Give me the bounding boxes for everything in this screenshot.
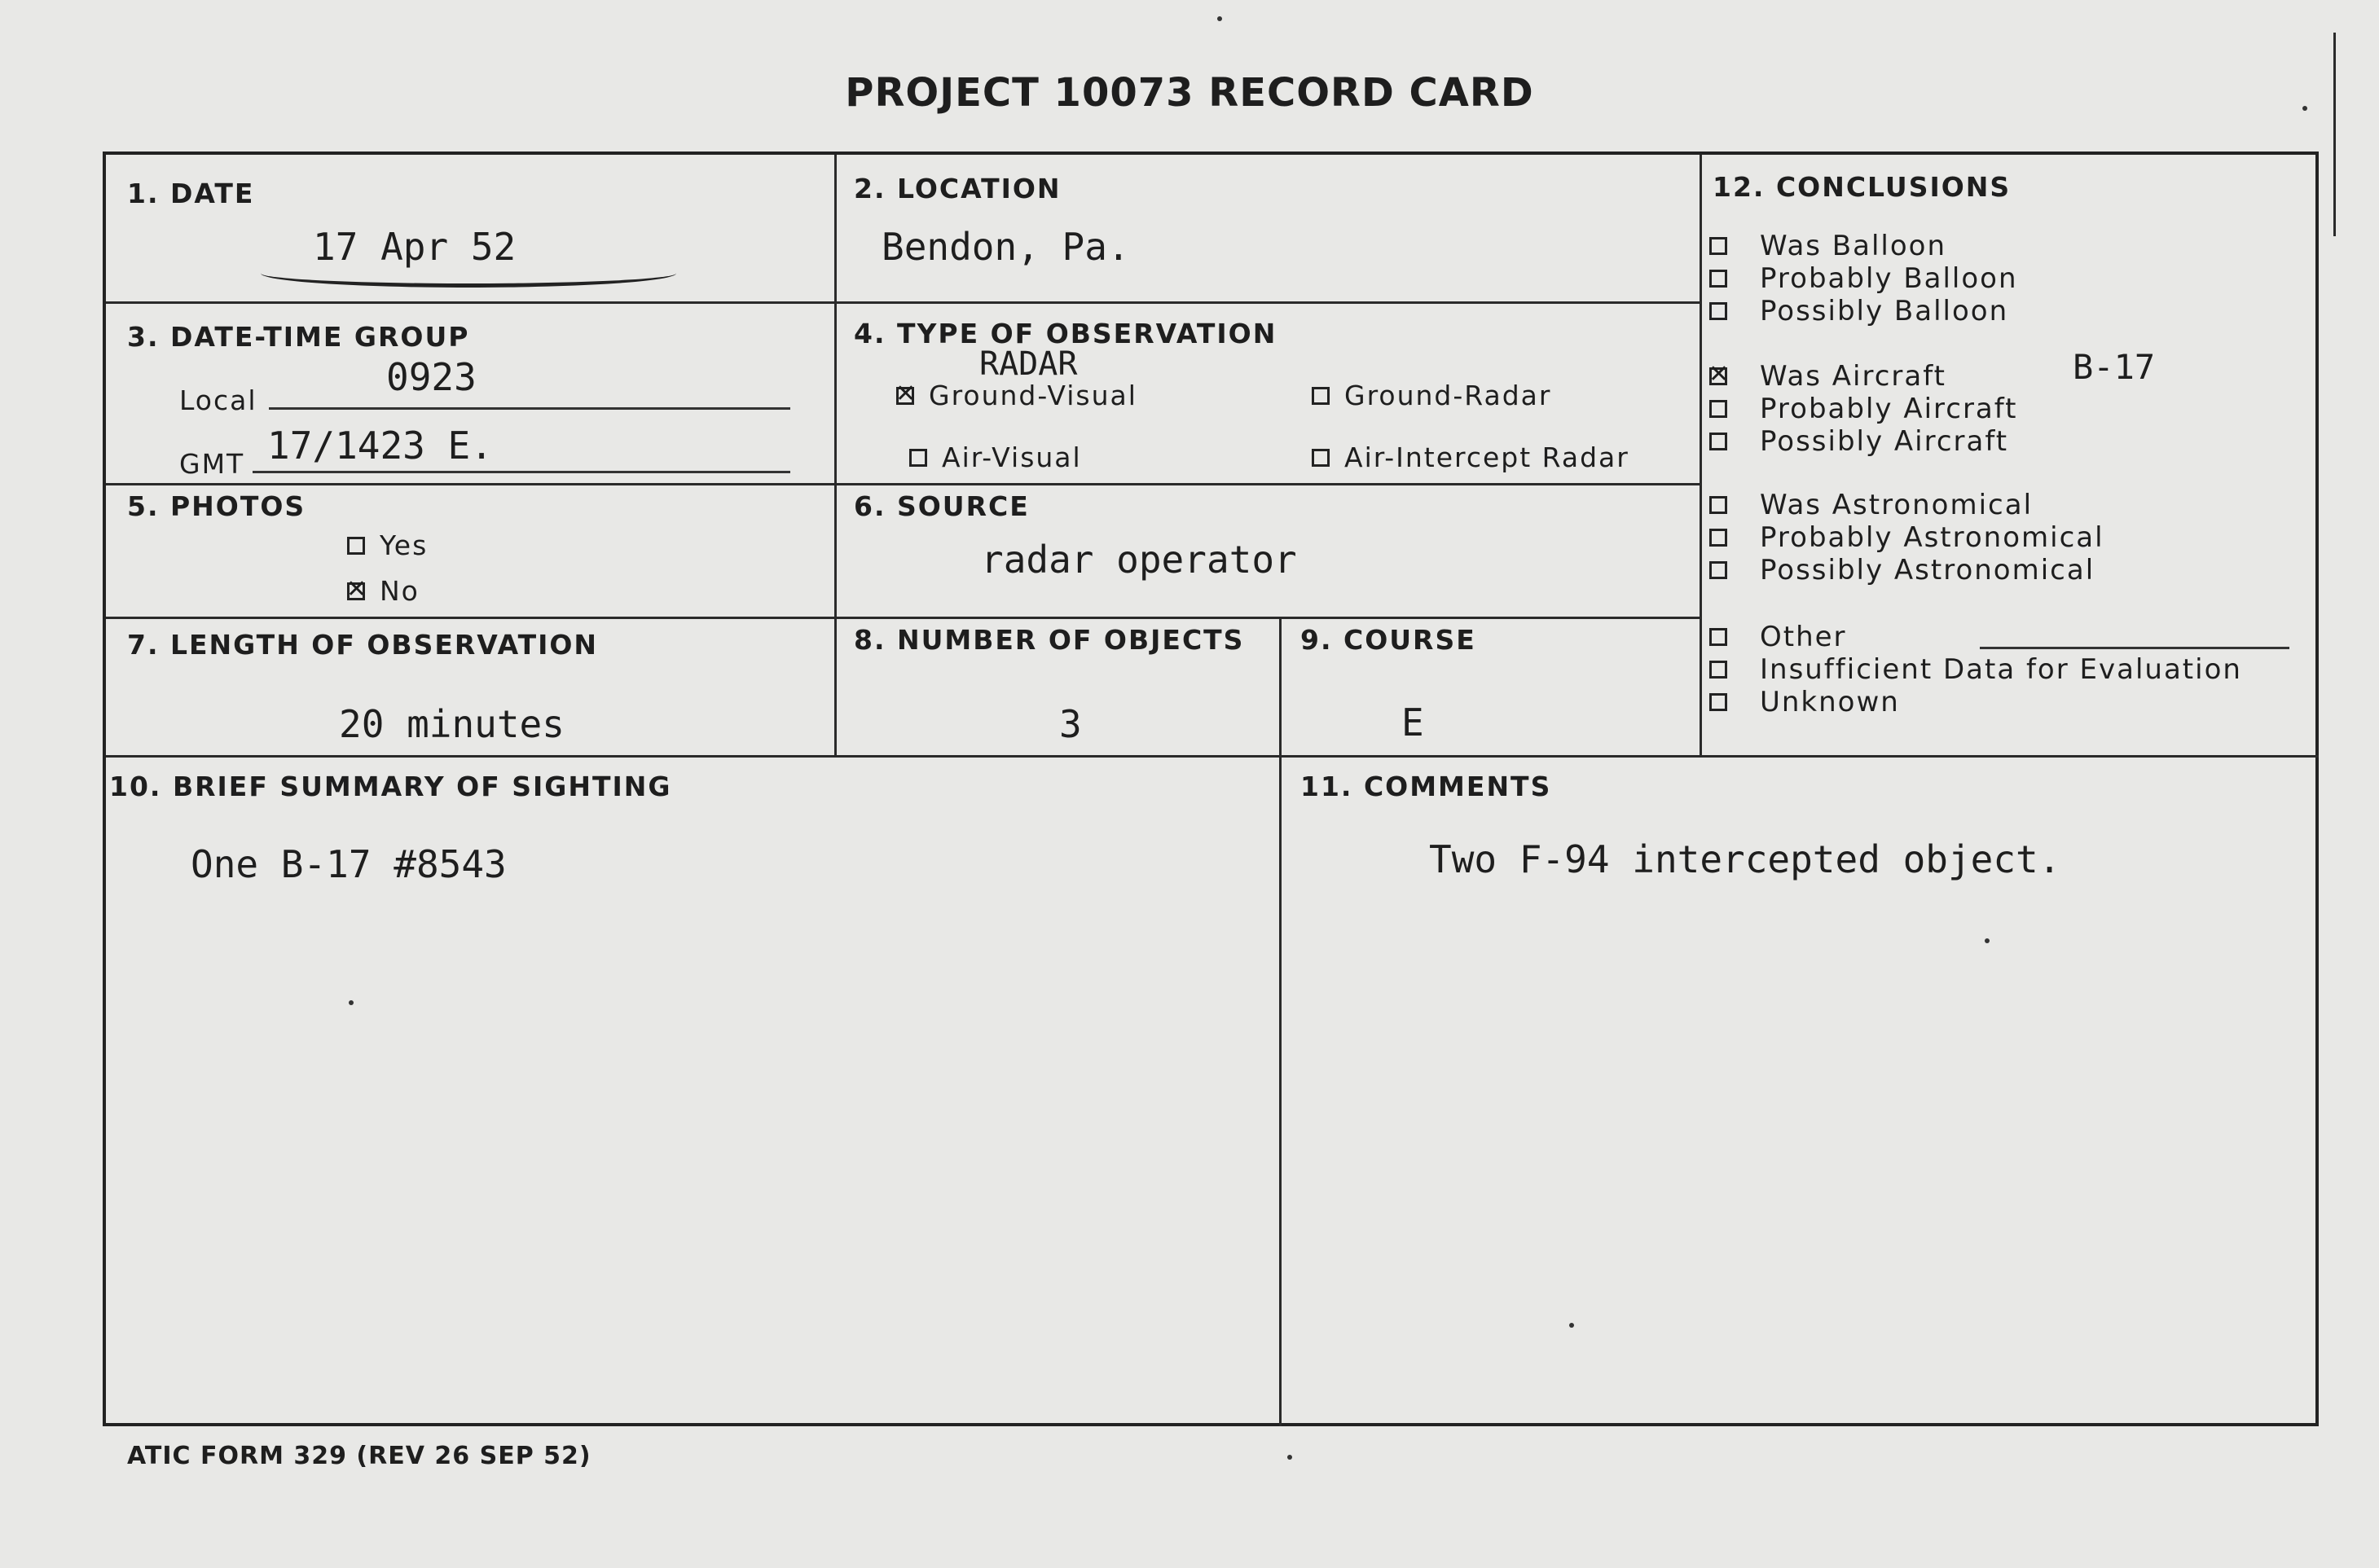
location-value: Bendon, Pa. <box>882 225 1130 269</box>
source-value: radar operator <box>981 538 1297 582</box>
conclusion-label: Probably Aircraft <box>1760 393 2018 425</box>
location-label: 2. LOCATION <box>854 173 1062 204</box>
photos-no-label: No <box>380 575 420 607</box>
checkbox-air-visual <box>909 449 927 467</box>
comments-value: Two F-94 intercepted object. <box>1429 837 2061 881</box>
summary-label: 10. BRIEF SUMMARY OF SIGHTING <box>109 771 672 802</box>
scan-edge-mark <box>2333 33 2336 236</box>
conclusion-label: Was Balloon <box>1760 230 1947 262</box>
option-air-intercept-radar <box>1312 441 1629 473</box>
conclusion-probably-aircraft <box>1709 393 2017 425</box>
conclusion-label: Insufficient Data for Evaluation <box>1760 653 2242 686</box>
conclusion-possibly-aircraft <box>1709 425 2008 458</box>
record-card <box>103 152 2319 1426</box>
conclusion-probably-astronomical <box>1709 521 2104 554</box>
scan-speck <box>1217 16 1222 21</box>
objects-label: 8. NUMBER OF OBJECTS <box>854 624 1245 656</box>
scan-speck <box>349 1000 354 1005</box>
length-label: 7. LENGTH OF OBSERVATION <box>127 629 599 661</box>
divider <box>106 483 1701 485</box>
divider <box>1700 155 1702 755</box>
conclusion-label: Other <box>1760 621 1847 653</box>
local-label: Local <box>179 384 257 416</box>
divider <box>106 301 1701 304</box>
checkbox-ground-visual <box>896 387 914 405</box>
photos-no <box>347 575 420 607</box>
divider <box>1279 617 1282 1426</box>
checkbox-was-astronomical <box>1709 496 1727 514</box>
conclusion-label: Possibly Astronomical <box>1760 554 2095 586</box>
scan-speck <box>1569 1323 1574 1328</box>
summary-value: One B-17 #8543 <box>191 842 507 886</box>
checkbox-insufficient-data <box>1709 661 1727 679</box>
comments-label: 11. COMMENTS <box>1300 771 1552 802</box>
divider <box>106 755 2319 758</box>
gmt-label: GMT <box>179 448 245 480</box>
local-line <box>269 407 790 410</box>
gmt-line <box>253 471 790 473</box>
form-footer: ATIC FORM 329 (REV 26 SEP 52) <box>127 1442 591 1470</box>
divider <box>834 155 837 755</box>
checkbox-probably-aircraft <box>1709 400 1727 418</box>
conclusion-insufficient-data <box>1709 653 2242 686</box>
other-line <box>1980 647 2289 649</box>
local-time-value: 0923 <box>386 355 477 399</box>
photos-yes-label: Yes <box>380 529 429 561</box>
conclusion-was-astronomical <box>1709 489 2033 521</box>
conclusion-label: Possibly Balloon <box>1760 295 2009 327</box>
conclusion-label: Probably Astronomical <box>1760 521 2104 554</box>
date-value: 17 Apr 52 <box>313 225 517 269</box>
date-underline <box>261 259 676 288</box>
scan-speck <box>1985 938 1990 943</box>
photos-yes <box>347 529 428 561</box>
checkbox-possibly-aircraft <box>1709 433 1727 450</box>
checkbox-ground-radar <box>1312 387 1330 405</box>
checkbox-unknown <box>1709 693 1727 711</box>
conclusion-was-aircraft <box>1709 360 1946 393</box>
checkbox-probably-balloon <box>1709 270 1727 288</box>
conclusion-label: Possibly Aircraft <box>1760 425 2009 458</box>
observation-type-label: 4. TYPE OF OBSERVATION <box>854 318 1277 349</box>
conclusion-other <box>1709 621 1847 653</box>
option-label: Air-Intercept Radar <box>1344 441 1629 473</box>
date-label: 1. DATE <box>127 178 255 209</box>
divider <box>106 617 1701 619</box>
photos-label: 5. PHOTOS <box>127 490 306 522</box>
checkbox-possibly-balloon <box>1709 302 1727 320</box>
aircraft-note: B-17 <box>2073 347 2156 387</box>
conclusion-possibly-astronomical <box>1709 554 2095 586</box>
option-label: Air-Visual <box>942 441 1082 473</box>
conclusion-label: Was Astronomical <box>1760 489 2034 521</box>
option-ground-radar <box>1312 380 1551 411</box>
checkbox-probably-astronomical <box>1709 529 1727 547</box>
conclusion-label: Unknown <box>1760 686 1900 718</box>
course-value: E <box>1401 701 1424 744</box>
checkbox-photos-no <box>347 582 365 600</box>
option-label: Ground-Radar <box>1344 380 1552 411</box>
conclusion-unknown <box>1709 686 1900 718</box>
checkbox-was-balloon <box>1709 237 1727 255</box>
option-ground-visual <box>896 380 1137 411</box>
length-value: 20 minutes <box>339 702 565 746</box>
checkbox-was-aircraft <box>1709 367 1727 385</box>
gmt-time-value: 17/1423 E. <box>267 424 493 468</box>
scan-speck <box>2302 106 2307 111</box>
objects-value: 3 <box>1059 702 1082 746</box>
conclusion-label: Was Aircraft <box>1760 360 1946 393</box>
scan-speck <box>1287 1455 1292 1460</box>
checkbox-air-intercept-radar <box>1312 449 1330 467</box>
option-air-visual <box>909 441 1082 473</box>
checkbox-photos-yes <box>347 537 365 555</box>
conclusion-label: Probably Balloon <box>1760 262 2018 295</box>
checkbox-possibly-astronomical <box>1709 561 1727 579</box>
date-time-group-label: 3. DATE-TIME GROUP <box>127 321 470 353</box>
card-title: PROJECT 10073 RECORD CARD <box>845 70 1534 116</box>
option-label: Ground-Visual <box>929 380 1137 411</box>
conclusions-label: 12. CONCLUSIONS <box>1713 171 2012 203</box>
conclusion-possibly-balloon <box>1709 295 2008 327</box>
conclusion-probably-balloon <box>1709 262 2018 295</box>
source-label: 6. SOURCE <box>854 490 1030 522</box>
observation-handwritten: RADAR <box>979 345 1078 383</box>
checkbox-other <box>1709 628 1727 646</box>
conclusion-was-balloon <box>1709 230 1946 262</box>
course-label: 9. COURSE <box>1300 624 1476 656</box>
